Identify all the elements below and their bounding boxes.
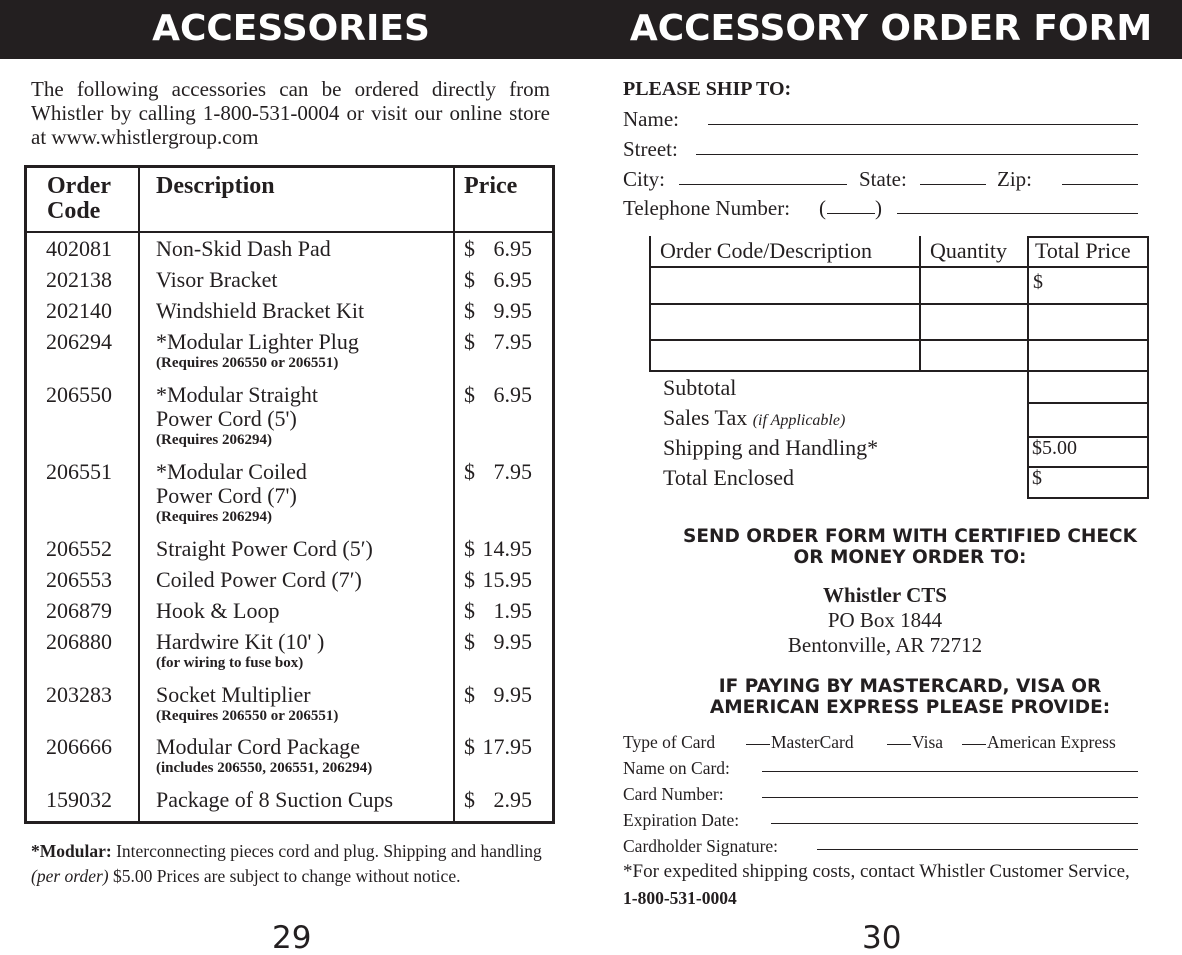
area-code-field[interactable] <box>827 213 875 214</box>
street-field[interactable] <box>696 154 1138 155</box>
sales-tax-field[interactable] <box>1029 404 1147 436</box>
price: 6.95 <box>493 267 532 292</box>
header-divider <box>27 231 552 233</box>
description <box>156 683 446 726</box>
order-desc-cell[interactable] <box>651 268 919 303</box>
column-divider <box>453 168 455 821</box>
card-number-label: Card Number: <box>623 784 724 804</box>
order-total-cell[interactable] <box>1029 305 1147 339</box>
street-label: Street: <box>623 137 678 161</box>
order-code: 206550 <box>46 382 112 407</box>
order-row-total-currency: $ <box>1033 271 1043 293</box>
requirement-note: (Requires 206550 or 206551) <box>156 355 339 371</box>
zip-label: Zip: <box>997 167 1032 191</box>
order-code: 206294 <box>46 329 112 354</box>
order-total-cell[interactable] <box>1029 268 1147 303</box>
price: 9.95 <box>493 298 532 323</box>
price: 7.95 <box>493 459 532 484</box>
order-code: 206553 <box>46 567 112 592</box>
price: 15.95 <box>482 567 532 592</box>
currency-symbol: $ <box>464 382 475 407</box>
footnote-text-2: $5.00 Prices are subject to change without notice. <box>108 866 461 886</box>
description-line: Power Cord (7') <box>156 483 297 508</box>
name-row <box>623 105 1138 133</box>
visa-checkbox[interactable] <box>887 731 911 745</box>
order-desc-cell[interactable] <box>651 341 919 370</box>
signature-row <box>623 833 1138 859</box>
order-qty-cell[interactable] <box>921 341 1027 370</box>
send-order-heading-2: OR MONEY ORDER TO: <box>793 547 1027 568</box>
description-line: Modular Cord Package <box>156 734 361 759</box>
order-header-quantity: Quantity <box>930 238 1007 263</box>
expiration-field[interactable] <box>771 823 1138 824</box>
total-enclosed-label: Total Enclosed <box>663 465 795 490</box>
description-line: Power Cord (5') <box>156 406 297 431</box>
shipping-label: Shipping and Handling* <box>663 435 879 460</box>
price: 14.95 <box>482 536 532 561</box>
mastercard-label: MasterCard <box>771 732 854 752</box>
grid-line <box>1027 497 1149 499</box>
mastercard-checkbox[interactable] <box>746 731 770 745</box>
footnote <box>31 839 561 889</box>
description <box>156 630 446 673</box>
currency-symbol: $ <box>464 598 475 623</box>
expiration-label: Expiration Date: <box>623 810 740 830</box>
currency-symbol: $ <box>464 734 475 759</box>
amex-label: American Express <box>987 732 1116 752</box>
column-divider <box>138 168 140 821</box>
currency-symbol: $ <box>464 682 475 707</box>
description-line: Hardwire Kit (10' ) <box>156 629 325 654</box>
ship-to-title: PLEASE SHIP TO: <box>623 78 792 100</box>
order-code: 206666 <box>46 734 112 759</box>
description <box>156 330 446 373</box>
address-line-1: PO Box 1844 <box>827 608 943 632</box>
grid-line <box>1027 466 1149 468</box>
description-line: *Modular Lighter Plug <box>156 329 359 354</box>
requirement-note: (for wiring to fuse box) <box>156 655 304 671</box>
area-code-open: ( <box>819 196 826 220</box>
description <box>156 460 446 527</box>
address-company <box>620 583 1150 608</box>
intro-text: The following accessories can be ordered directly from Whistler by calling 1-800-531-0004 or visit our online store at www.whistlergroup.com <box>31 77 550 149</box>
state-label: State: <box>859 167 907 191</box>
currency-symbol: $ <box>464 267 475 292</box>
order-header-total: Total Price <box>1035 238 1131 263</box>
city-field[interactable] <box>679 184 847 185</box>
description <box>156 268 446 292</box>
description <box>156 537 446 561</box>
order-total-cell[interactable] <box>1029 341 1147 370</box>
left-page-number: 29 <box>272 920 312 955</box>
price: 9.95 <box>493 682 532 707</box>
price: 7.95 <box>493 329 532 354</box>
order-header-description: Order Code/Description <box>660 238 872 263</box>
signature-field[interactable] <box>817 849 1138 850</box>
footnote-italic: (per order) <box>31 866 109 886</box>
telephone-label: Telephone Number: <box>623 196 791 220</box>
price: 6.95 <box>493 382 532 407</box>
order-code: 206880 <box>46 629 112 654</box>
zip-field[interactable] <box>1062 184 1138 185</box>
name-field[interactable] <box>708 124 1138 125</box>
expedited-note <box>623 859 1138 912</box>
payment-heading-2: AMERICAN EXPRESS PLEASE PROVIDE: <box>709 697 1111 718</box>
description-line: Socket Multiplier <box>156 682 311 707</box>
currency-symbol: $ <box>464 567 475 592</box>
order-code: 202138 <box>46 267 112 292</box>
name-on-card-label: Name on Card: <box>623 758 730 778</box>
description-line: *Modular Coiled <box>156 459 307 484</box>
city-label: City: <box>623 167 666 191</box>
currency-symbol: $ <box>464 236 475 261</box>
order-code: 206879 <box>46 598 112 623</box>
price: 9.95 <box>493 629 532 654</box>
price: 17.95 <box>482 734 532 759</box>
area-code-close: ) <box>875 196 882 220</box>
accessories-table <box>24 165 555 824</box>
description-line: Windshield Bracket Kit <box>156 298 365 323</box>
card-type-label: Type of Card <box>623 732 716 752</box>
description-line: Straight Power Cord (5′) <box>156 536 373 561</box>
card-number-field[interactable] <box>762 797 1138 798</box>
expedited-text: *For expedited shipping costs, contact Whistler Customer Service, <box>623 861 1130 882</box>
description <box>156 568 446 592</box>
signature-label: Cardholder Signature: <box>623 836 779 856</box>
description-line: Package of 8 Suction Cups <box>156 787 394 812</box>
description <box>156 237 446 261</box>
description-line: *Modular Straight <box>156 382 318 407</box>
company-name: Whistler CTS <box>823 583 947 607</box>
subtotal-label: Subtotal <box>663 375 737 400</box>
visa-label: Visa <box>912 732 944 752</box>
price: 1.95 <box>493 598 532 623</box>
sales-tax-label <box>663 404 845 435</box>
order-code: 402081 <box>46 236 112 261</box>
sales-tax-text: Sales Tax <box>663 405 753 430</box>
description <box>156 735 446 778</box>
description <box>156 383 446 450</box>
order-desc-cell[interactable] <box>651 305 919 339</box>
order-code: 203283 <box>46 682 112 707</box>
customer-service-phone: 1-800-531-0004 <box>623 888 737 908</box>
currency-symbol: $ <box>464 787 475 812</box>
amex-checkbox[interactable] <box>962 731 986 745</box>
currency-symbol: $ <box>464 298 475 323</box>
card-number-row <box>623 781 1138 807</box>
description <box>156 599 446 623</box>
order-code: 206551 <box>46 459 112 484</box>
telephone-row <box>623 194 1138 222</box>
sales-tax-note: (if Applicable) <box>752 412 846 429</box>
description <box>156 299 446 323</box>
total-enclosed-value: $ <box>1032 467 1042 489</box>
card-type-row <box>623 729 1138 755</box>
header-order-code: Order Code <box>47 173 111 224</box>
right-page-number: 30 <box>862 920 902 955</box>
description-line: Coiled Power Cord (7′) <box>156 567 362 592</box>
requirement-note: (Requires 206294) <box>156 509 272 525</box>
state-field[interactable] <box>920 184 986 185</box>
description-line: Hook & Loop <box>156 598 280 623</box>
currency-symbol: $ <box>464 459 475 484</box>
currency-symbol: $ <box>464 536 475 561</box>
requirement-note: (includes 206550, 206551, 206294) <box>156 760 373 776</box>
order-code: 206552 <box>46 536 112 561</box>
description-line: Non-Skid Dash Pad <box>156 236 331 261</box>
left-page-title: ACCESSORIES <box>152 8 430 49</box>
order-qty-cell[interactable] <box>921 305 1027 339</box>
send-order-heading-1: SEND ORDER FORM WITH CERTIFIED CHECK <box>683 526 1137 547</box>
requirement-note: (Requires 206294) <box>156 432 272 448</box>
order-qty-cell[interactable] <box>921 268 1027 303</box>
description <box>156 788 446 812</box>
header-description: Description <box>156 173 275 199</box>
description-line: Visor Bracket <box>156 267 278 292</box>
grid-line <box>1147 370 1149 499</box>
right-page-title: ACCESSORY ORDER FORM <box>629 8 1153 49</box>
subtotal-field[interactable] <box>1029 372 1147 402</box>
footnote-text: Interconnecting pieces cord and plug. Shipping and handling <box>111 841 542 861</box>
requirement-note: (Requires 206550 or 206551) <box>156 708 339 724</box>
address-line-2: Bentonville, AR 72712 <box>787 633 983 657</box>
expiration-row <box>623 807 1138 833</box>
price: 6.95 <box>493 236 532 261</box>
name-label: Name: <box>623 107 679 131</box>
name-on-card-row <box>623 755 1138 781</box>
header-price: Price <box>464 173 518 199</box>
street-row <box>623 135 1138 163</box>
currency-symbol: $ <box>464 329 475 354</box>
order-code: 202140 <box>46 298 112 323</box>
price: 2.95 <box>493 787 532 812</box>
shipping-value: $5.00 <box>1032 437 1077 459</box>
name-on-card-field[interactable] <box>762 771 1138 772</box>
currency-symbol: $ <box>464 629 475 654</box>
order-code: 159032 <box>46 787 112 812</box>
payment-heading-1: IF PAYING BY MASTERCARD, VISA OR <box>718 676 1102 697</box>
telephone-field[interactable] <box>897 213 1138 214</box>
city-row <box>623 165 1138 193</box>
footnote-bold: *Modular: <box>31 841 112 861</box>
order-table <box>649 236 1149 372</box>
